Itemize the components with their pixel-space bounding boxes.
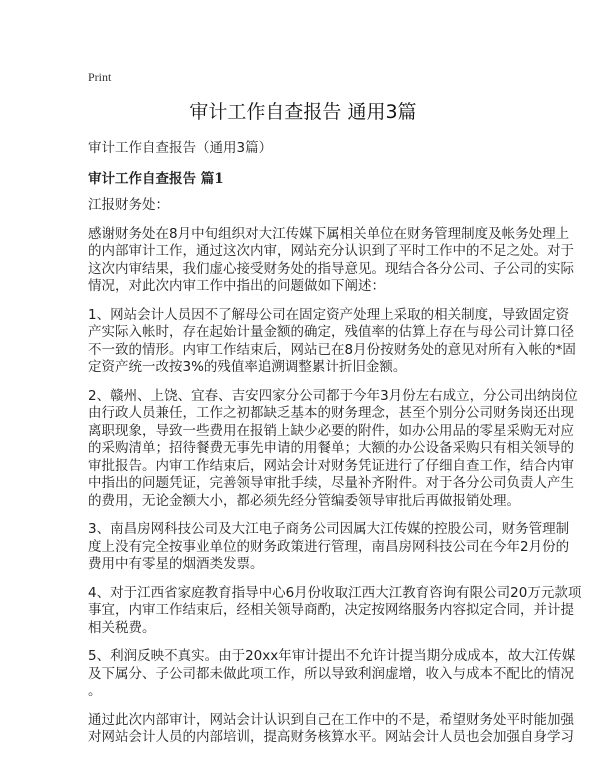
text-line: 的内部审计工作，通过这次内审，网站充分认识到了平时工作中的不足之处。对于 (88, 243, 574, 259)
text-line: 事宜，内审工作结束后，经相关领导商酌，决定按网络服务内容拟定合同，并计提 (88, 602, 574, 618)
text-line: 及下属分、子公司都未做此项工作，所以导致利润虚增，收入与成本不配比的情况 (88, 665, 574, 682)
paragraph (88, 711, 574, 747)
document-subtitle: 审计工作自查报告（通用3篇） (88, 140, 273, 156)
text-line: 不一致的情形。内审工作结束后，网站已在8月份按财务处的意见对所有入帐的*固 (88, 341, 576, 358)
text-line: 的采购清单；招待餐费无事先申请的用餐单；大额的办公设备采购只有相关领导的 (88, 440, 574, 456)
print-link[interactable]: Print (88, 70, 112, 84)
paragraph (88, 521, 570, 574)
text-line: 中指出的问题凭证，完善领导审批手续，尽量补齐附件。对于各分公司负责人产生 (88, 475, 574, 491)
text-line: 感谢财务处在8月中旬组织对大江传媒下属相关单位在财务管理制度及帐务处理上 (88, 225, 570, 242)
text-line: 。 (88, 683, 102, 699)
document-page (88, 70, 582, 758)
text-line: 费用中有零星的烟酒类发票。 (88, 556, 264, 572)
text-line: 情况，对此次内审工作中指出的问题做如下阐述： (88, 278, 385, 294)
section-heading: 审计工作自查报告 篇1 (88, 171, 224, 187)
salutation: 江报财务处： (88, 197, 169, 213)
paragraph (88, 584, 582, 638)
text-line: 离职现象，导致一些费用在报销上缺少必要的附件，如办公用品的零星采购无对应 (88, 422, 574, 439)
text-line: 对网站会计人员的内部培训，提高财务核算水平。网站会计人员也会加强自身学习 (88, 729, 574, 745)
paragraph (88, 225, 574, 296)
text-line: 的费用，无论金额大小，都必须先经分管编委领导审批后再做报销处理。 (88, 492, 520, 509)
text-line: 1、网站会计人员因不了解母公司在固定资产处理上采取的相关制度，导致固定资 (88, 306, 570, 323)
text-line: 由行政人员兼任，工作之初都缺乏基本的财务理念，甚至个别分公司财务岗还出现 (88, 405, 574, 421)
paragraph (88, 648, 576, 701)
text-line: 相关税费。 (88, 619, 156, 636)
text-line: 4、对于江西省家庭教育指导中心6月份收取江西大江教育咨询有限公司20万元款项 (88, 584, 582, 601)
body-text (88, 225, 582, 747)
text-line: 3、南昌房网科技公司及大江电子商务公司因属大江传媒的控股公司，财务管理制 (88, 521, 570, 537)
text-line: 产实际入帐时，存在起始计量金额的确定，残值率的估算上存在与母公司计算口径 (88, 324, 574, 340)
paragraph (88, 387, 578, 511)
text-line: 5、利润反映不真实。由于20xx年审计提出不允许计提当期分成成本，故大江传媒 (88, 648, 576, 664)
text-line: 审批报告。内审工作结束后，网站会计对财务凭证进行了仔细自查工作，结合内审 (88, 457, 574, 474)
document-title: 审计工作自查报告 通用3篇 (189, 101, 417, 123)
text-line: 定资产统一改按3%的残值率追溯调整累计折旧金额。 (88, 359, 407, 375)
text-line: 这次内审结果，我们虚心接受财务处的指导意见。现结合各分公司、子公司的实际 (88, 260, 574, 277)
paragraph (88, 306, 576, 377)
text-line: 度上没有完全按事业单位的财务政策进行管理，南昌房网科技公司在今年2月份的 (88, 538, 570, 555)
text-line: 通过此次内部审计，网站会计认识到自己在工作中的不是，希望财务处平时能加强 (88, 711, 574, 728)
text-line: 2、赣州、上饶、宜春、吉安四家分公司都于今年3月份左右成立，分公司出纳岗位 (88, 387, 578, 404)
